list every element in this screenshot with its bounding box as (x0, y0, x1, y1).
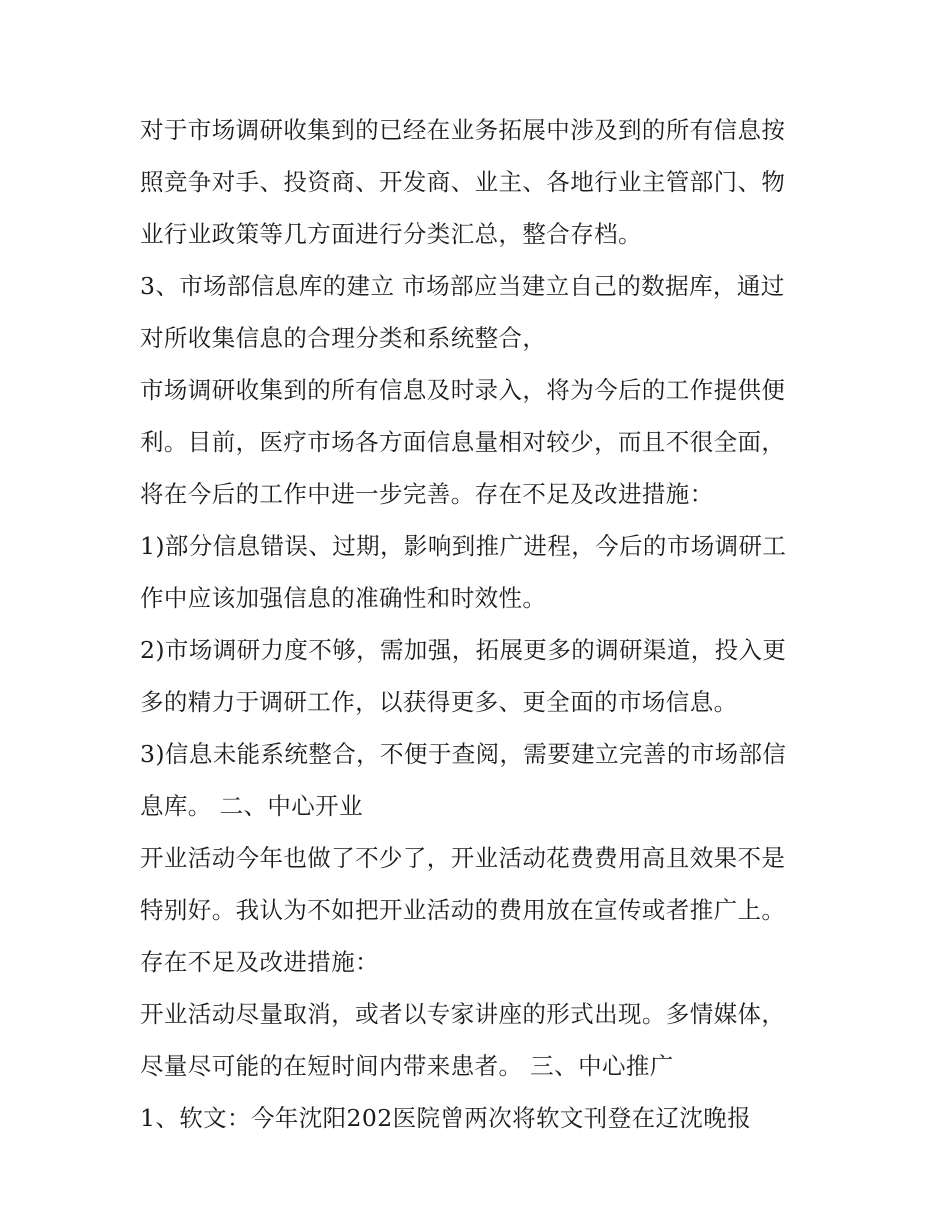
text-line: 市场调研收集到的所有信息及时录入，将为今后的工作提供便 (140, 376, 786, 404)
text-line: 业行业政策等几方面进行分类汇总，整合存档。 (140, 220, 642, 248)
text-line: 1、软文：今年沈阳202医院曾两次将软文刊登在辽沈晚报 (140, 1104, 752, 1132)
text-line: 1)部分信息错误、过期，影响到推广进程，今后的市场调研工 (140, 532, 787, 560)
text-line: 3、市场部信息库的建立 市场部应当建立自己的数据库，通过 (140, 272, 785, 300)
text-line: 利。目前，医疗市场各方面信息量相对较少，而且不很全面， (140, 428, 786, 456)
text-line: 2)市场调研力度不够，需加强，拓展更多的调研渠道，投入更 (140, 636, 787, 664)
text-line: 对于市场调研收集到的已经在业务拓展中涉及到的所有信息按 (140, 116, 786, 144)
text-line: 特别好。我认为不如把开业活动的费用放在宣传或者推广上。 (140, 896, 786, 924)
text-line: 将在今后的工作中进一步完善。存在不足及改进措施： (140, 480, 714, 508)
document-body (140, 104, 830, 1144)
text-line: 开业活动尽量取消，或者以专家讲座的形式出现。多情媒体， (140, 1000, 786, 1028)
text-line: 多的精力于调研工作，以获得更多、更全面的市场信息。 (140, 688, 738, 716)
text-line: 尽量尽可能的在短时间内带来患者。 三、中心推广 (140, 1052, 674, 1080)
text-line: 3)信息未能系统整合，不便于查阅，需要建立完善的市场部信 (140, 740, 787, 768)
text-line: 对所收集信息的合理分类和系统整合， (140, 324, 547, 352)
text-line: 作中应该加强信息的准确性和时效性。 (140, 584, 547, 612)
text-line: 开业活动今年也做了不少了，开业活动花费费用高且效果不是 (140, 844, 786, 872)
text-line: 息库。 二、中心开业 (140, 792, 363, 820)
text-line: 存在不足及改进措施： (140, 948, 379, 976)
text-line: 照竞争对手、投资商、开发商、业主、各地行业主管部门、物 (140, 168, 786, 196)
